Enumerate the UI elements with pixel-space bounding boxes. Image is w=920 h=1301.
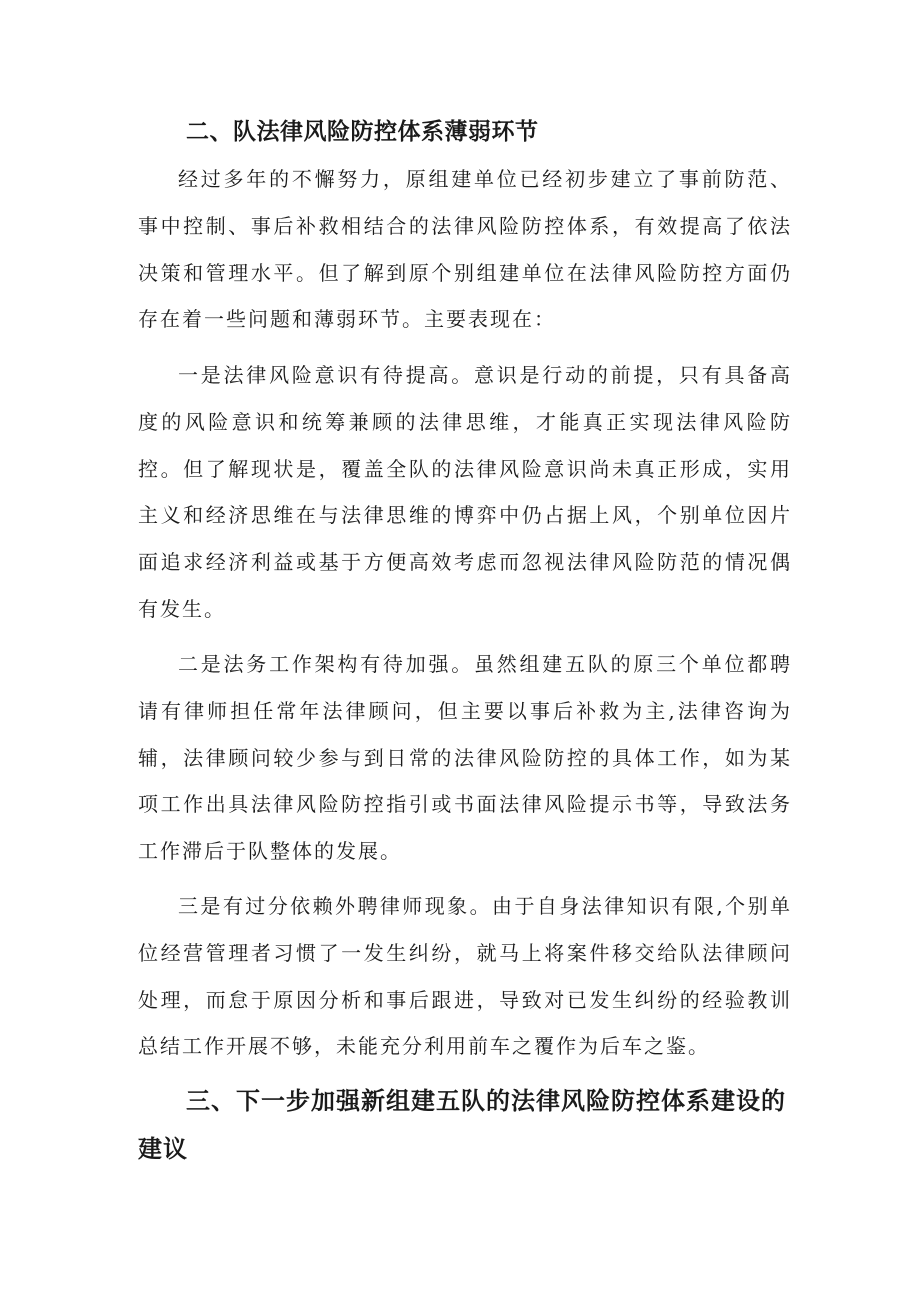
section-heading-2: 二、队法律风险防控体系薄弱环节: [186, 119, 539, 145]
paragraph-point-3: 三是有过分依赖外聘律师现象。由于自身法律知识有限,个别单位经营管理者习惯了一发生纠纷，就马上将案件移交给队法律顾问处理，而怠于原因分析和事后跟进，导致对已发生纠纷的经验教训总结工作开展不够，未能充分利用前车之覆作为后车之鉴。: [138, 894, 792, 1059]
paragraph-point-2: 二是法务工作架构有待加强。虽然组建五队的原三个单位都聘请有律师担任常年法律顾问，但主要以事后补救为主,法律咨询为辅，法律顾问较少参与到日常的法律风险防控的具体工作，如为某项工作出具法律风险防控指引或书面法律风险提示书等，导致法务工作滞后于队整体的发展。: [138, 652, 792, 864]
paragraph-point-1: 一是法律风险意识有待提高。意识是行动的前提，只有具备高度的风险意识和统筹兼顾的法律思维，才能真正实现法律风险防控。但了解现状是，覆盖全队的法律风险意识尚未真正形成，实用主义和经济思维在与法律思维的博弈中仍占据上风，个别单位因片面追求经济利益或基于方便高效考虑而忽视法律风险防范的情况偶有发生。: [138, 363, 792, 621]
paragraph-intro: 经过多年的不懈努力，原组建单位已经初步建立了事前防范、事中控制、事后补救相结合的法律风险防控体系，有效提高了依法决策和管理水平。但了解到原个别组建单位在法律风险防控方面仍存在着一些问题和薄弱环节。主要表现在：: [138, 167, 792, 332]
section-heading-3: 三、下一步加强新组建五队的法律风险防控体系建设的建议: [138, 1087, 786, 1163]
